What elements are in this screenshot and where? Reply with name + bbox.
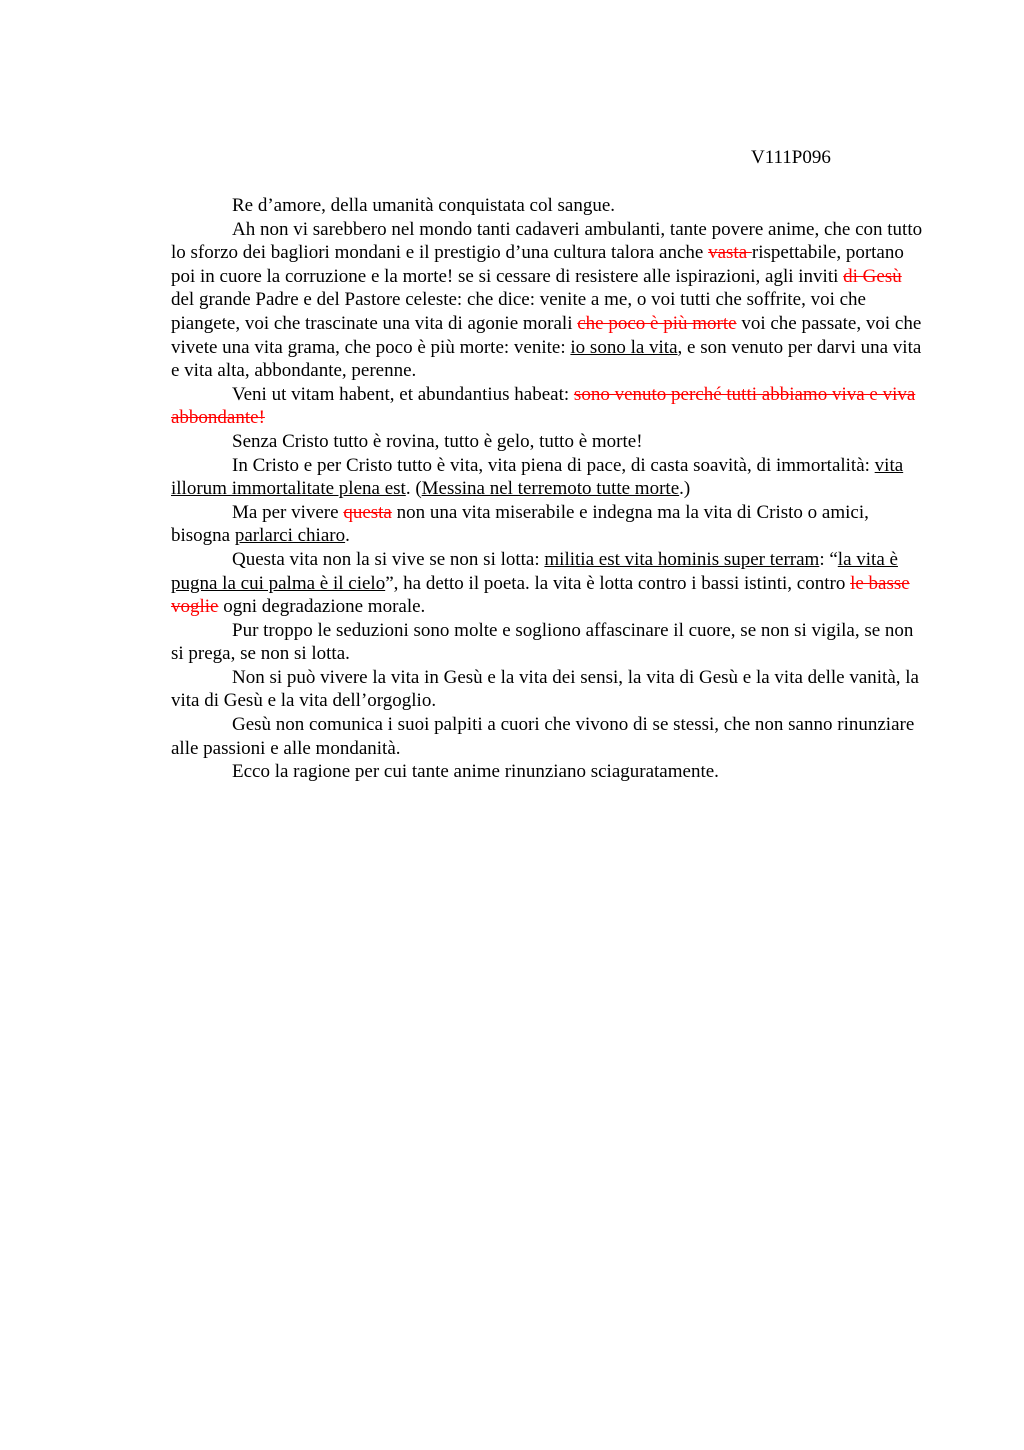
paragraph — [171, 218, 929, 383]
paragraph — [171, 454, 929, 501]
paragraph — [171, 619, 929, 666]
text-run: non una vita miserabile e indegna ma la vita di Cristo o amici, bisogna — [171, 501, 869, 547]
text-run: . ( — [405, 478, 422, 500]
text-run: Questa vita non la si vive se non si lotta: — [232, 548, 545, 570]
text-run: .) — [679, 478, 691, 500]
text-run: Non si può vivere la vita in Gesù e la vita dei sensi, la vita di Gesù e la vita delle vanità, la vita di Gesù e la vita dell’orgoglio. — [171, 666, 919, 712]
text-run: ogni degradazione morale. — [218, 596, 426, 618]
text-run: . — [345, 525, 350, 547]
text-run: Senza Cristo tutto è rovina, tutto è gelo, tutto è morte! — [232, 430, 643, 452]
text-run: Ecco la ragione per cui tante anime rinunziano sciaguratamente. — [232, 761, 719, 783]
paragraph — [171, 713, 929, 760]
document-body — [171, 194, 929, 784]
text-run: ”, ha detto il poeta. la vita è lotta contro i bassi istinti, contro — [385, 572, 851, 594]
text-run: Gesù non comunica i suoi palpiti a cuori che vivono di se stessi, che non sanno rinunziare alle passioni e alle mondanità. — [171, 714, 915, 759]
text-run: Ma per vivere — [232, 501, 344, 523]
deleted-text: vasta — [708, 242, 752, 264]
paragraph — [171, 666, 929, 713]
paragraph — [171, 383, 929, 430]
text-run: Ah non vi sarebbero nel mondo tanti cadaveri ambulanti, tante povere anime, che con tutto lo sforzo dei bagliori mondani e il prestigio d’una cultura talora anche — [171, 218, 923, 264]
paragraph — [171, 548, 929, 619]
underlined-text: io sono la vita — [570, 336, 678, 358]
text-run: Pur troppo le seduzioni sono molte e sogliono affascinare il cuore, se non si vigila, se non si prega, se non si lotta. — [171, 619, 914, 665]
underlined-text: militia est vita hominis super terram — [544, 548, 820, 570]
deleted-text: le basse voglie — [171, 572, 910, 618]
paragraph — [171, 760, 929, 784]
underlined-text: la vita è pugna la cui palma è il cielo — [171, 548, 898, 594]
text-run: rispettabile, portano poi in cuore la corruzione e la morte! se si cessare di resistere alle ispirazioni, agli inviti — [171, 242, 904, 287]
underlined-text: parlarci chiaro — [234, 525, 346, 547]
deleted-text: questa — [343, 501, 392, 523]
text-run: In Cristo e per Cristo tutto è vita, vita piena di pace, di casta soavità, di immortalità: — [232, 454, 875, 476]
paragraph — [171, 501, 929, 548]
underlined-text: vita illorum immortalitate plena est — [171, 454, 904, 500]
paragraph — [171, 430, 929, 454]
deleted-text: che poco è più morte — [577, 312, 737, 334]
text-run: Veni ut vitam habent, et abundantius habeat: — [232, 383, 574, 405]
paragraph — [171, 194, 929, 218]
deleted-text: di Gesù — [843, 265, 902, 287]
text-run: Re d’amore, della umanità conquistata col sangue. — [232, 195, 616, 216]
page-id: V111P096 — [751, 147, 831, 168]
text-run: : “ — [819, 548, 838, 570]
underlined-text: Messina nel terremoto tutte morte — [421, 478, 680, 500]
text-run: , e son venuto per darvi una vita e vita alta, abbondante, perenne. — [171, 336, 922, 382]
deleted-text: sono venuto perché tutti abbiamo viva e viva abbondante! — [171, 383, 916, 429]
text-run: del grande Padre e del Pastore celeste: che dice: venite a me, o voi tutti che soffrite, voi che piangete, voi che trascinate una vita di agonie morali — [171, 289, 866, 334]
text-run: voi che passate, voi che vivete una vita grama, che poco è più morte: venite: — [171, 312, 922, 358]
